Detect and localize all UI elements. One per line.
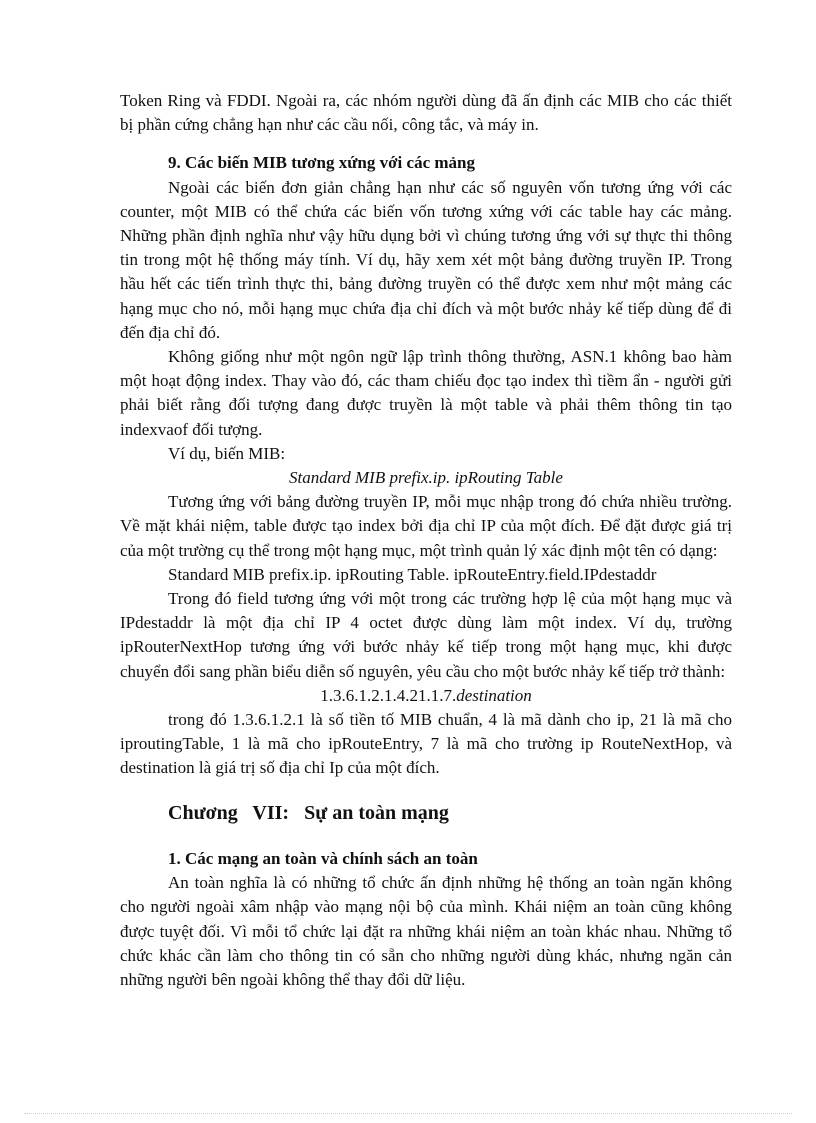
- document-body: [120, 89, 732, 992]
- paragraph-mib-variables: Ngoài các biến đơn giản chẳng hạn như các số nguyên vốn tương ứng với các counter, một MIB có thể chứa các biến vốn tương xứng với các table hay các mảng. Những phần định nghĩa như vậy hữu dụng bởi vì chúng tương ứng với sự thực thi thông tin trong một hệ thống máy tính. Ví dụ, hãy xem xét một bảng đường truyền IP. Trong hầu hết các tiến trình thực thi, bảng đường truyền có thể được xem như một mảng các hạng mục cho nó, mỗi hạng mục chứa địa chỉ đích và một bước nhảy kế tiếp dùng để đi đến địa chỉ đó.: [120, 177, 732, 342]
- paragraph-intro: Token Ring và FDDI. Ngoài ra, các nhóm người dùng đã ấn định các MIB cho các thiết bị phần cứng chẳng hạn như các cầu nối, công tắc, và máy in.: [120, 91, 732, 135]
- paragraph-field-explanation: Trong đó field tương ứng với một trong các trường hợp lệ của một hạng mục và IPdestaddr là một địa chỉ IP 4 octet được dùng làm một index. Ví dụ, trường ipRouterNextHop tương ứng với bước nhảy kế tiếp trong một hạng mục, khi được chuyển đổi sang phần biểu diễn số nguyên, yêu cầu cho một bước nhảy kế tiếp trở thành:: [120, 589, 732, 681]
- section-heading-9: 9. Các biến MIB tương xứng với các mảng: [168, 153, 475, 173]
- example-label: Ví dụ, biến MIB:: [168, 443, 286, 463]
- formula-oid-number: 1.3.6.1.2.1.4.21.1.7.: [320, 685, 457, 705]
- page-bottom-rule: [24, 1113, 792, 1114]
- section-heading-1: 1. Các mạng an toàn và chính sách an toàn: [168, 848, 478, 868]
- chapter-title: Chương VII: Sự an toàn mạng: [168, 801, 449, 824]
- paragraph-routing-fields: Tương ứng với bảng đường truyền IP, mỗi mục nhập trong đó chứa nhiều trường. Về mặt khái niệm, table được tạo index bởi địa chỉ IP của một đích. Để đặt được giá trị của một trường cụ thể trong một hạng mục, một trình quản lý xác định một tên có dạng:: [120, 492, 732, 560]
- formula-iprouting-table: Standard MIB prefix.ip. ipRouting Table: [289, 468, 563, 488]
- paragraph-oid-explanation: trong đó 1.3.6.1.2.1 là số tiền tố MIB chuẩn, 4 là mã dành cho ip, 21 là mã cho iproutingTable, 1 là mã cho ipRouteEntry, 7 là mã cho trường ip RouteNextHop, và destination là giá trị số địa chỉ Ip của một đích.: [120, 710, 732, 778]
- paragraph-security: An toàn nghĩa là có những tổ chức ấn định những hệ thống an toàn ngăn không cho người ngoài xâm nhập vào mạng nội bộ của mình. Khái niệm an toàn cũng không được tuyệt đối. Vì mỗi tổ chức lại đặt ra những khái niệm an toàn khác nhau. Những tổ chức khác cần làm cho thông tin có sẵn cho những người dùng khác, nhưng ngăn cản những người bên ngoài không thể thay đổi dữ liệu.: [120, 873, 732, 989]
- formula-oid: [120, 684, 732, 708]
- formula-oid-destination: destination: [456, 685, 532, 705]
- formula-iproute-entry: Standard MIB prefix.ip. ipRouting Table. ipRouteEntry.field.IPdestaddr: [168, 564, 657, 584]
- paragraph-asn1-index: Không giống như một ngôn ngữ lập trình thông thường, ASN.1 không bao hàm một hoạt động index. Thay vào đó, các tham chiếu đọc tạo index thì tiềm ẩn - người gửi phải biết rằng đối tượng đang được truyền là một table và phải thêm thông tin tạo indexvaof đối tượng.: [120, 347, 732, 439]
